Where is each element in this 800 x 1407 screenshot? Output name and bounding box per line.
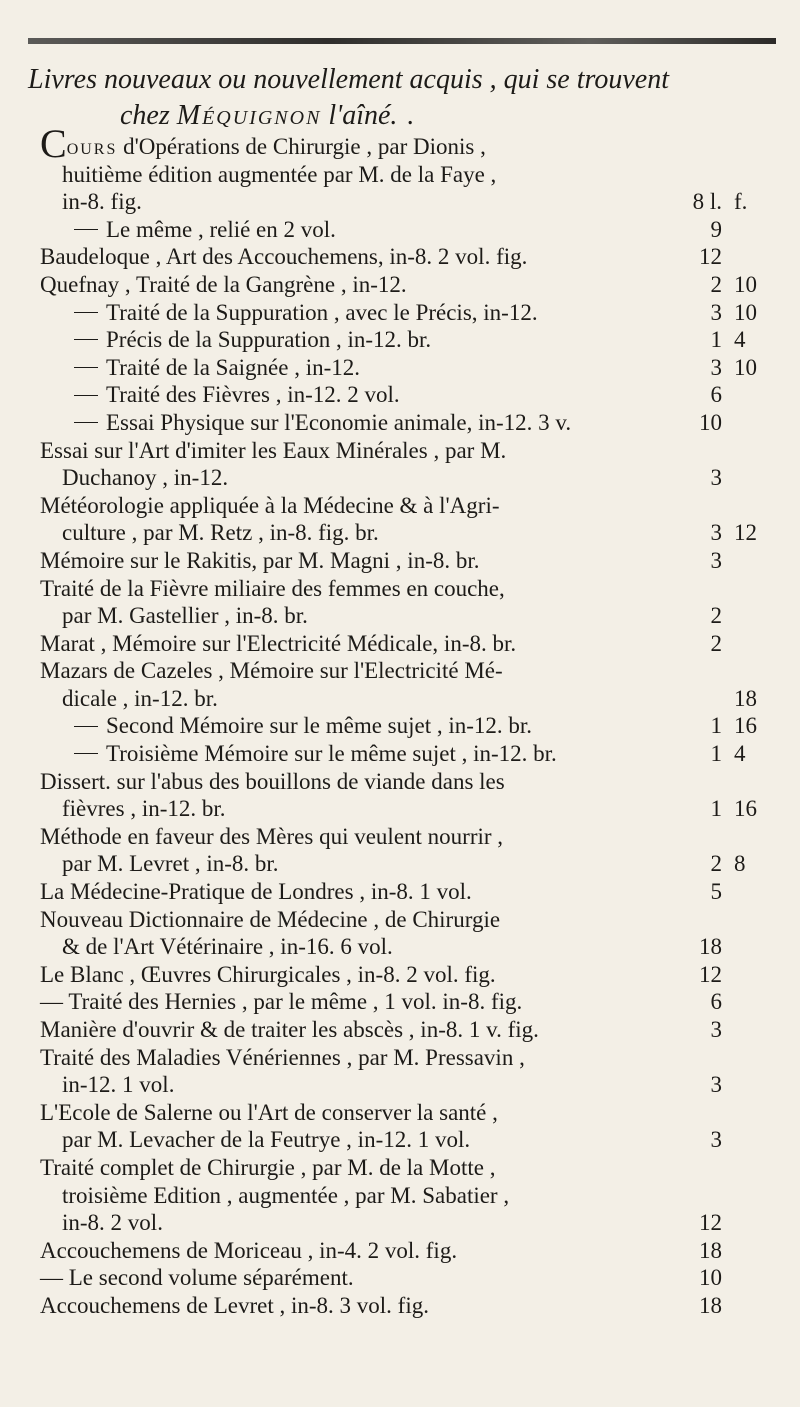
price-livres: 2 [710,603,722,629]
price-livres: 8 l. [692,189,722,215]
price-livres: 1 [710,327,722,353]
price-sous: 16 [734,713,757,739]
book-title: Accouchemens de Levret , in-8. 3 vol. fig. [40,1292,429,1318]
book-entry [40,271,780,299]
price [670,1209,780,1237]
book-entry [40,878,780,906]
book-title: Méthode en faveur des Mères qui veulent nourrir , [40,823,504,849]
book-entry-text [40,630,670,658]
price [670,1071,780,1099]
ditto-dash [74,726,98,727]
book-entry [40,243,780,271]
price-livres: 3 [710,1072,722,1098]
book-entry [40,657,780,712]
price-sous: 16 [734,796,757,822]
price-sous: 10 [734,271,757,297]
initial-letter: C [40,121,67,166]
book-title: L'Ecole de Salerne ou l'Art de conserver la santé , [40,1099,498,1125]
price [670,326,780,354]
price-sous: f. [734,189,748,215]
price [670,630,780,658]
book-title: Mémoire sur le Rakitis, par M. Magni , in-8. br. [40,547,480,573]
price-sous: 12 [734,520,757,546]
price-livres: 2 [710,851,722,877]
ditto-dash [74,339,98,340]
price-sous: 10 [734,299,757,325]
book-entry [40,326,780,354]
book-title: Manière d'ouvrir & de traiter les abscès , in-8. 1 v. fig. [40,1017,539,1042]
book-title: Le même , relié en 2 vol. [106,216,336,242]
book-entry-text [40,409,670,437]
book-entry-continuation: Duchanoy , in-12. [62,465,229,491]
book-entry-text [40,712,670,740]
book-entry [40,630,780,658]
book-title: Essai sur l'Art d'imiter les Eaux Minérales , par M. [40,437,507,463]
price [670,712,780,740]
book-entry-continuation: fièvres , in-12. br. [62,796,226,822]
price-livres: 3 [710,354,722,380]
price [670,1237,780,1265]
price [670,381,780,409]
book-entry [40,712,780,740]
price-livres: 18 [699,1292,722,1318]
price [670,243,780,271]
price-livres: 6 [710,989,722,1015]
book-entry [40,1292,780,1320]
book-entry-continuation: par M. Levacher de la Feutrye , in-12. 1 vol. [62,1127,471,1153]
price [670,795,780,823]
price-livres: 3 [710,465,722,491]
price-livres: 6 [710,382,722,408]
price [670,547,780,575]
price-livres: 12 [699,1210,722,1236]
initial-word-rest: ours [66,134,118,159]
price-livres: 3 [710,299,722,325]
price-livres: 1 [710,741,722,767]
book-entry-text [40,121,670,166]
book-entry-continuation: & de l'Art Vétérinaire , in-16. 6 vol. [62,934,393,960]
book-entry-text [40,243,670,271]
book-title: Traité complet de Chirurgie , par M. de la Motte , [40,1154,496,1180]
ditto-dash [74,312,98,313]
book-entry [40,354,780,382]
book-entry-text [40,437,670,465]
book-entry-continuation: dicale , in-12. br. [62,685,218,711]
ditto-dash [74,422,98,423]
book-entry-text [40,740,670,768]
book-entry [40,1044,780,1099]
book-entry-text [40,575,670,603]
price [670,1126,780,1154]
price [670,1264,780,1292]
book-title: Essai Physique sur l'Economie animale, in-12. 3 v. [106,409,572,435]
book-title: Mazars de Cazeles , Mémoire sur l'Electricité Mé- [40,658,503,684]
book-entry-continuation: par M. Levret , in-8. br. [62,851,279,877]
book-entry-text [40,1099,670,1127]
book-entry-text [40,961,670,989]
price [670,188,780,216]
book-title: Traité des Fièvres , in-12. 2 vol. [106,382,400,408]
price-livres: 5 [710,879,722,905]
book-title: Météorologie appliquée à la Médecine & à l'Agri- [40,492,500,518]
price-livres: 3 [710,1017,722,1042]
price [670,602,780,630]
book-entry-text [40,326,670,354]
book-title: d'Opérations de Chirurgie , par Dionis , [117,134,486,159]
header-suffix: l'aîné. [328,100,398,131]
book-entry [40,381,780,409]
book-title: Précis de la Suppuration , in-12. br. [106,327,432,353]
book-entry [40,906,780,961]
book-entry [40,1237,780,1265]
ditto-dash [74,367,98,368]
price-livres: 18 [699,934,722,960]
ditto-dash [74,229,98,230]
price [670,1292,780,1320]
book-entry [40,988,780,1016]
book-entry [40,216,780,244]
book-entry-continuation: huitième édition augmentée par M. de la Faye , [62,161,497,187]
ditto-dash [74,753,98,754]
price-livres: 1 [710,713,722,739]
price-livres: 12 [699,961,722,987]
book-entry [40,1264,780,1292]
book-entry [40,1154,780,1237]
book-entry-text [40,878,670,906]
price-livres: 12 [699,244,722,270]
price-sous: 18 [734,685,757,711]
price-livres: 18 [699,1237,722,1263]
book-title: Dissert. sur l'abus des bouillons de viande dans les [40,768,505,794]
book-entry [40,1016,780,1044]
price [670,961,780,989]
book-entry-continuation: troisième Edition , augmentée , par M. Sabatier , [62,1182,510,1208]
book-entry-text [40,1292,670,1320]
book-entry [40,575,780,630]
book-entry [40,823,780,878]
book-title: Traité de la Fièvre miliaire des femmes en couche, [40,575,505,601]
book-entry-continuation: in-8. fig. [62,189,142,215]
book-entry [40,1099,780,1154]
book-entry-text [40,299,670,327]
price-livres: 10 [699,1265,722,1291]
price [670,464,780,492]
book-entry-text [40,1237,670,1265]
book-title: — Le second volume séparément. [40,1265,354,1291]
book-title: Quefnay , Traité de la Gangrène , in-12. [40,271,407,297]
book-entry-text [40,1044,670,1072]
book-title: Accouchemens de Moriceau , in-4. 2 vol. fig. [40,1237,458,1263]
book-entry-continuation: par M. Gastellier , in-8. br. [62,603,308,629]
book-list [40,121,780,1320]
book-entry-text [40,1264,670,1292]
book-title: La Médecine-Pratique de Londres , in-8. 1 vol. [40,879,472,905]
ditto-dash [74,395,98,396]
book-entry-continuation: in-12. 1 vol. [62,1072,175,1098]
book-entry-text [40,216,670,244]
price-livres: 9 [710,216,722,242]
book-entry-text [40,381,670,409]
price-livres: 2 [710,271,722,297]
price [670,933,780,961]
top-rule [28,38,776,44]
price [670,685,780,713]
page-header [28,62,778,134]
book-entry [40,961,780,989]
book-title: — Traité des Hernies , par le même , 1 vol. in-8. fig. [40,989,523,1015]
book-entry-continuation: culture , par M. Retz , in-8. fig. br. [62,520,379,546]
price-livres: 3 [710,1127,722,1153]
book-entry-text [40,657,670,685]
book-entry-text [40,547,670,575]
book-entry [40,437,780,492]
book-entry-text [40,988,670,1016]
book-entry [40,409,780,437]
bookseller-name: Méquignon [176,100,322,131]
book-entry-text [40,271,670,299]
book-entry-continuation: in-8. 2 vol. [62,1210,163,1236]
book-entry [40,299,780,327]
header-dot: . [407,100,415,131]
header-line-2 [120,98,778,134]
book-title: Nouveau Dictionnaire de Médecine , de Chirurgie [40,906,501,932]
price-sous: 4 [734,741,746,767]
price [670,1016,780,1044]
price-livres: 3 [710,547,722,573]
price-livres: 2 [710,630,722,656]
price [670,409,780,437]
price [670,988,780,1016]
book-title: Second Mémoire sur le même sujet , in-12. br. [106,713,533,739]
price [670,216,780,244]
price [670,850,780,878]
price-sous: 10 [734,354,757,380]
book-entry-text [40,1016,670,1044]
price [670,271,780,299]
book-entry [40,492,780,547]
book-title: Traité des Maladies Vénériennes , par M. Pressavin , [40,1044,525,1070]
book-title: Le Blanc , Œuvres Chirurgicales , in-8. 2 vol. fig. [40,961,496,987]
book-entry-text [40,1154,670,1182]
price [670,299,780,327]
header-line-1: Livres nouveaux ou nouvellement acquis , qui se trouvent [28,64,669,95]
book-entry-text [40,768,670,796]
book-entry-text [40,906,670,934]
book-entry [40,547,780,575]
price [670,354,780,382]
price-livres: 1 [710,796,722,822]
price [670,519,780,547]
book-entry [40,740,780,768]
book-title: Traité de la Saignée , in-12. [106,354,361,380]
book-title: Troisième Mémoire sur le même sujet , in-12. br. [106,741,557,767]
book-title: Traité de la Suppuration , avec le Précis, in-12. [106,299,538,325]
book-entry-text [40,492,670,520]
price-sous: 4 [734,327,746,353]
price [670,740,780,768]
price-sous: 8 [734,851,746,877]
price-livres: 10 [699,409,722,435]
book-title: Baudeloque , Art des Accouchemens, in-8. 2 vol. fig. [40,244,528,270]
book-title: Marat , Mémoire sur l'Electricité Médicale, in-8. br. [40,630,517,656]
header-prefix: chez [120,100,170,131]
price-livres: 3 [710,520,722,546]
book-entry [40,121,780,216]
book-entry [40,768,780,823]
book-entry-text [40,823,670,851]
price [670,878,780,906]
book-entry-text [40,354,670,382]
